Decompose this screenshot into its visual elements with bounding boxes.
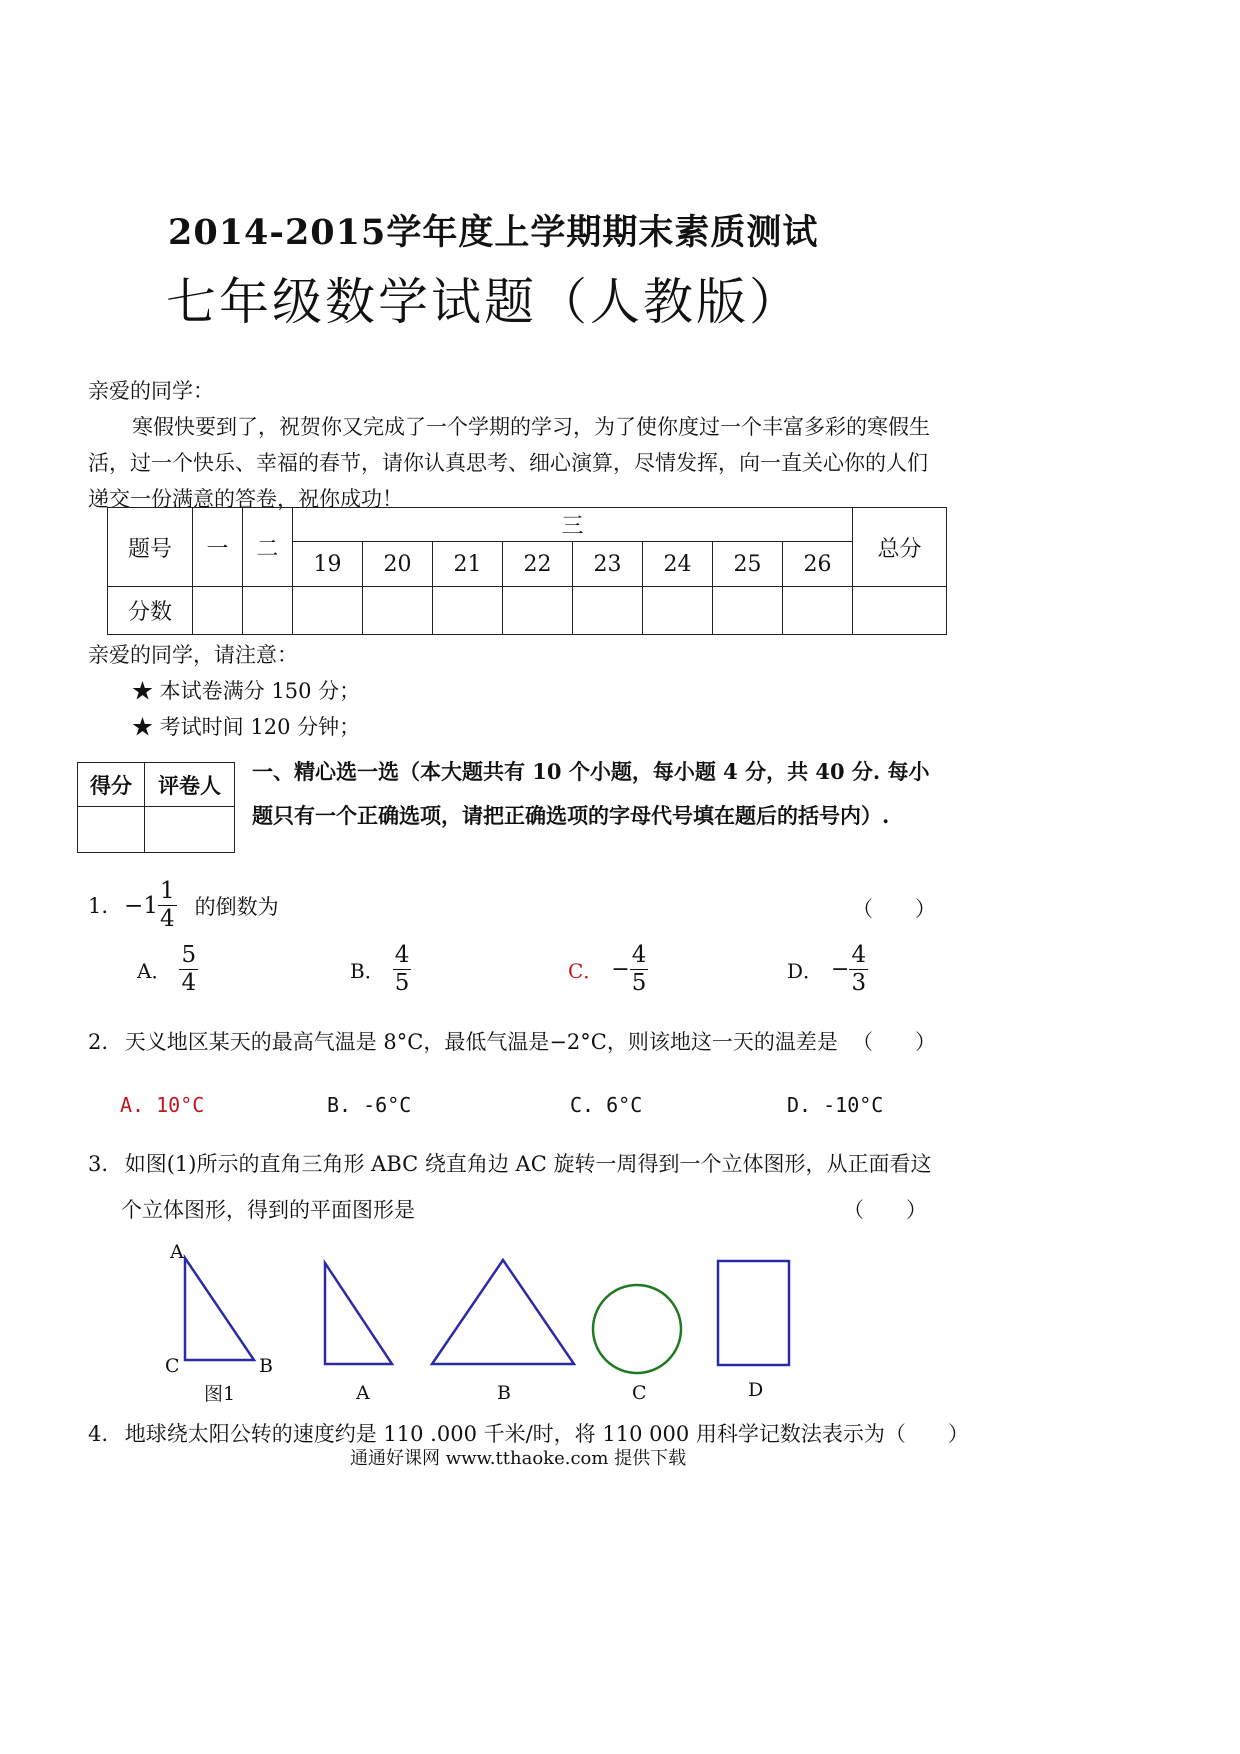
title-line-2: 七年级数学试题（人教版）: [166, 273, 802, 331]
option-c-circle[interactable]: [593, 1285, 681, 1373]
section-1-heading: 一、精心选一选（本大题共有 10 个小题，每小题 4 分，共 40 分. 每小题只有一个正确选项，请把正确选项的字母代号填在题后的括号内）.: [252, 759, 930, 828]
notes-heading: 亲爱的同学，请注意：: [88, 643, 298, 667]
vertex-label-c: C: [165, 1355, 180, 1377]
score-table-subcol: 20: [363, 542, 433, 587]
option-d-rectangle[interactable]: [718, 1261, 789, 1365]
score-table-col-three: 三: [293, 508, 853, 542]
option-letter: B．: [350, 959, 385, 983]
question-number: 1.: [88, 893, 109, 918]
option-sign: −: [831, 957, 850, 982]
fraction-numerator: 4: [394, 942, 410, 968]
fraction-denominator: 4: [181, 970, 197, 996]
figure-1-triangle: [185, 1258, 254, 1360]
score-table-col-one: 一: [193, 508, 243, 587]
question-number: 4.: [88, 1422, 109, 1446]
fraction-denominator: 5: [631, 970, 647, 996]
vertex-label-a: A: [170, 1241, 184, 1263]
option-c[interactable]: C. 6°C: [570, 1093, 643, 1117]
option-letter: C．: [568, 959, 604, 983]
question-text: 天义地区某天的最高气温是 8°C，最低气温是−2°C，则该地这一天的温差是: [124, 1030, 838, 1054]
answer-paren[interactable]: （ ）: [852, 1030, 936, 1054]
fraction-denominator: 4: [159, 906, 175, 932]
fraction-numerator: 4: [631, 942, 647, 968]
option-letter: A．: [137, 959, 172, 983]
option-label-c: C: [632, 1382, 647, 1404]
score-table-subcol: 19: [293, 542, 363, 587]
fraction-denominator: 5: [394, 970, 410, 996]
score-table-subcol: 24: [643, 542, 713, 587]
score-table-score-label: 分数: [108, 587, 193, 635]
score-table-subcol: 26: [783, 542, 853, 587]
question-number: 2.: [88, 1030, 109, 1054]
answer-paren[interactable]: （ ）: [852, 897, 936, 921]
option-label-d: D: [748, 1379, 764, 1401]
vertex-label-b: B: [259, 1355, 273, 1377]
question-text: 地球绕太阳公转的速度约是 110 .000 千米/时，将 110 000 用科学记数法表示为（ ）: [124, 1422, 969, 1446]
option-d[interactable]: D. -10°C: [787, 1093, 884, 1117]
question-text-line-2: 个立体图形，得到的平面图形是: [121, 1198, 415, 1222]
question-text-line-1: 如图(1)所示的直角三角形 ABC 绕直角边 AC 旋转一周得到一个立体图形，从正面看这: [124, 1152, 932, 1176]
question-number: 3.: [88, 1152, 109, 1176]
figure-1-caption: 图1: [204, 1383, 236, 1405]
score-table-header-label: 题号: [108, 508, 193, 587]
fraction-numerator: 5: [181, 942, 197, 968]
fraction-numerator: 4: [851, 942, 867, 968]
option-b[interactable]: B. -6°C: [327, 1093, 412, 1117]
answer-paren[interactable]: （ ）: [843, 1198, 927, 1222]
fraction-numerator: 1: [159, 878, 175, 904]
option-label-b: B: [497, 1382, 511, 1404]
intro-body: 寒假快要到了，祝贺你又完成了一个学期的学习，为了使你度过一个丰富多彩的寒假生活，过一个快乐、幸福的春节，请你认真思考、细心演算，尽情发挥，向一直关心你的人们递交一份满意的答卷，祝你成功！: [88, 415, 930, 511]
footer-source: 通通好课网 www.tthaoke.com 提供下载: [350, 1448, 687, 1469]
note-item: ★ 本试卷满分 150 分；: [132, 679, 361, 703]
question-text: 的倒数为: [194, 894, 279, 919]
score-table-subcol: 21: [433, 542, 503, 587]
option-a[interactable]: A. 10°C: [120, 1093, 205, 1117]
score-table-total-label: 总分: [853, 508, 947, 587]
score-table-col-two: 二: [243, 508, 293, 587]
grader-score-label: 得分: [78, 763, 145, 807]
option-a-triangle[interactable]: [325, 1263, 392, 1364]
intro-greeting: 亲爱的同学：: [88, 379, 214, 403]
score-table-subcol: 22: [503, 542, 573, 587]
option-letter: D．: [787, 959, 824, 983]
score-table-subcol: 23: [573, 542, 643, 587]
title-line-1: 2014-2015学年度上学期期末素质测试: [168, 212, 819, 253]
option-b-triangle[interactable]: [432, 1260, 574, 1364]
option-sign: −: [611, 957, 630, 982]
fraction-denominator: 3: [851, 970, 867, 996]
mixed-number-whole: −1: [124, 892, 158, 919]
score-table-subcol: 25: [713, 542, 783, 587]
note-item: ★ 考试时间 120 分钟；: [132, 715, 361, 739]
option-label-a: A: [356, 1382, 370, 1404]
grader-name-label: 评卷人: [145, 763, 235, 807]
